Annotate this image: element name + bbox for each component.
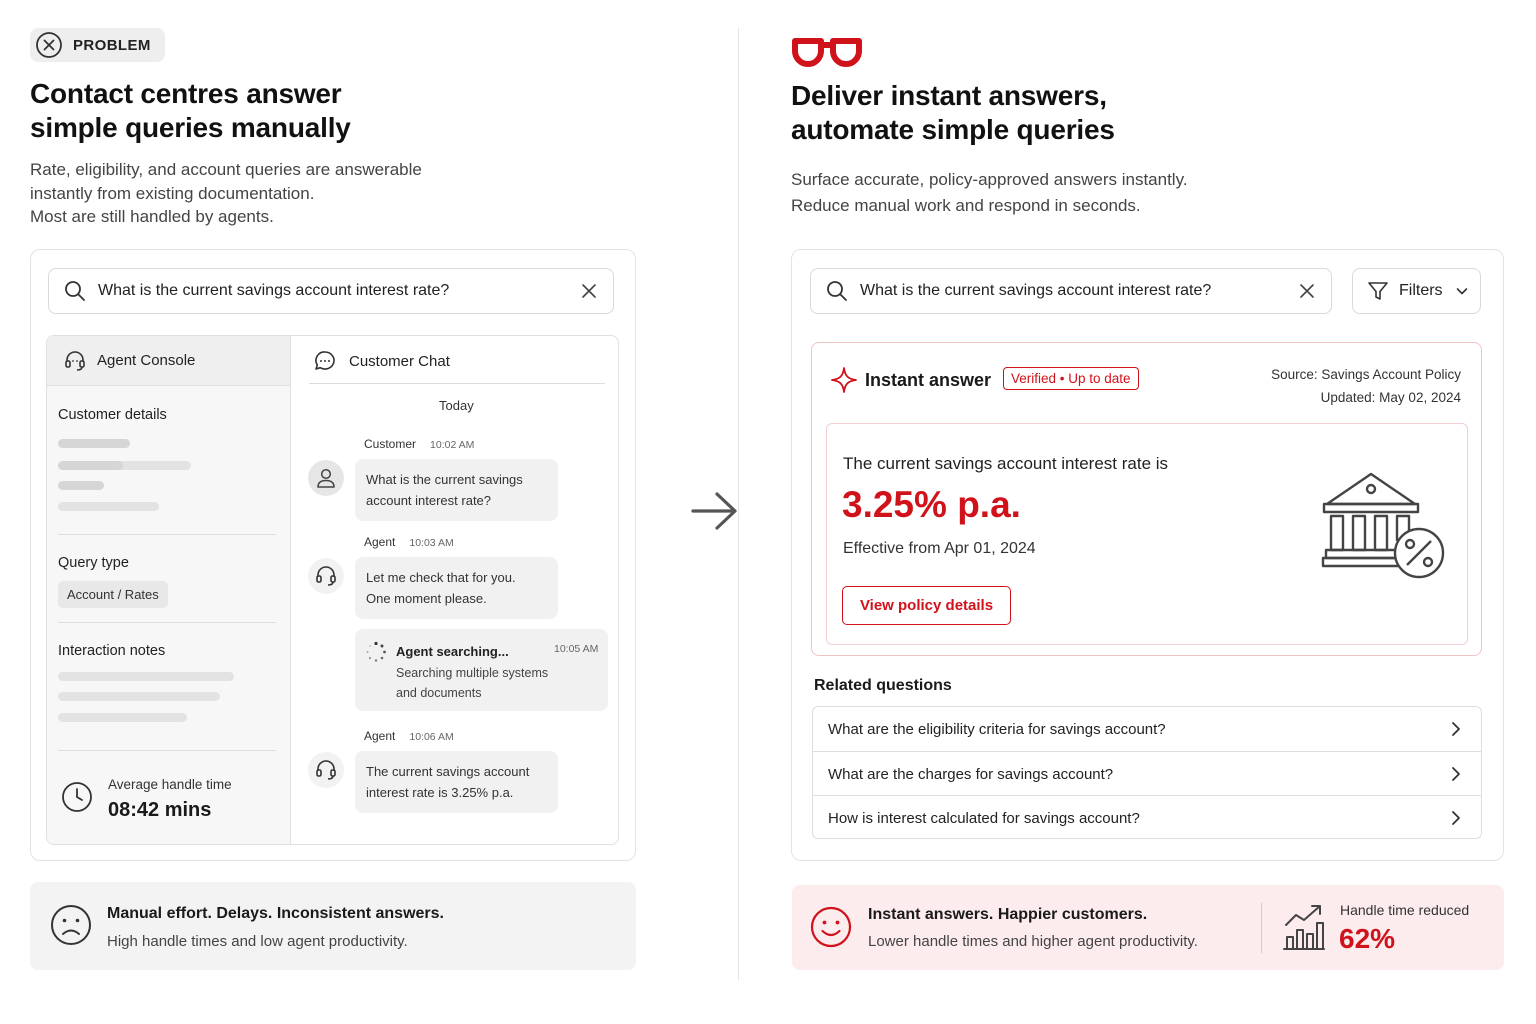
right-title-line2: automate simple queries — [791, 114, 1115, 145]
message-line: The current savings account — [366, 764, 530, 779]
close-circle-icon — [35, 31, 63, 59]
instant-answer-panel — [811, 342, 1482, 656]
headset-icon — [314, 564, 338, 588]
related-question-text: How is interest calculated for savings account? — [828, 809, 1140, 827]
chat-bubble-icon — [313, 349, 337, 373]
left-title-line2: simple queries manually — [30, 112, 351, 143]
message-time: 10:05 AM — [554, 643, 599, 655]
related-question-text: What are the charges for savings account? — [828, 765, 1114, 783]
brand-logo-icon — [790, 31, 864, 67]
sad-face-icon — [50, 904, 92, 946]
problem-summary-subtitle: High handle times and low agent productivity. — [107, 933, 408, 950]
message-bubble — [355, 751, 558, 813]
chevron-down-icon — [1455, 284, 1469, 298]
chat-header-divider — [309, 383, 605, 384]
clear-icon[interactable] — [581, 283, 597, 299]
sparkle-icon — [830, 366, 858, 394]
updated-line: Updated: May 02, 2024 — [1320, 390, 1461, 405]
left-search-bar[interactable] — [48, 268, 614, 314]
aht-value: 08:42 mins — [108, 799, 212, 821]
message-sender: Agent — [364, 729, 396, 743]
clock-icon — [61, 781, 93, 813]
happy-face-icon — [810, 906, 852, 948]
customer-avatar — [308, 460, 344, 496]
message-time: 10:03 AM — [409, 537, 454, 549]
left-subtitle-line2: instantly from existing documentation. — [30, 183, 315, 203]
section-divider — [58, 622, 276, 623]
agent-console-panel — [47, 336, 291, 844]
related-questions-title: Related questions — [814, 677, 952, 694]
headset-icon — [63, 349, 87, 373]
agent-searching-bubble — [355, 629, 608, 711]
message-sender: Agent — [364, 535, 396, 549]
message-bubble — [355, 459, 558, 521]
answer-body — [826, 423, 1468, 645]
left-title — [30, 77, 351, 145]
chevron-right-icon — [1449, 810, 1463, 826]
left-title-line1: Contact centres answer — [30, 78, 342, 109]
searching-detail — [396, 663, 548, 703]
chart-growth-icon — [1282, 903, 1326, 951]
agent-avatar — [308, 558, 344, 594]
placeholder-bar — [58, 439, 130, 448]
customer-chat-header — [313, 349, 450, 373]
agent-console-title: Agent Console — [97, 352, 196, 369]
message-line: and documents — [396, 686, 482, 700]
message-line: Let me check that for you. — [366, 570, 516, 585]
message-meta — [364, 729, 454, 743]
right-subtitle — [791, 167, 1188, 219]
banner-divider — [1261, 903, 1262, 953]
instant-answer-label: Instant answer — [865, 370, 992, 390]
searching-title: Agent searching... — [396, 644, 509, 659]
message-line: Searching multiple systems — [396, 666, 549, 680]
customer-details-label: Customer details — [58, 407, 167, 423]
message-line: What is the current savings — [366, 472, 523, 487]
headset-icon — [314, 758, 338, 782]
aht-label: Average handle time — [108, 777, 232, 792]
chevron-right-icon — [1449, 766, 1463, 782]
solution-summary-title: Instant answers. Happier customers. — [868, 906, 1148, 923]
left-search-query[interactable]: What is the current savings account interest rate? — [98, 282, 450, 299]
search-icon — [826, 280, 848, 302]
message-time: 10:02 AM — [430, 439, 475, 451]
message-line: account interest rate? — [366, 493, 492, 508]
placeholder-bar — [58, 502, 159, 511]
verified-badge: Verified • Up to date — [1003, 367, 1139, 390]
solution-summary-banner — [792, 885, 1504, 970]
section-divider — [58, 750, 276, 751]
problem-summary-title: Manual effort. Delays. Inconsistent answers. — [107, 905, 444, 922]
clear-icon[interactable] — [1299, 283, 1315, 299]
customer-chat-title: Customer Chat — [349, 352, 450, 370]
message-line: interest rate is 3.25% p.a. — [366, 785, 514, 800]
left-subtitle-line3: Most are still handled by agents. — [30, 207, 274, 226]
related-question-item[interactable] — [813, 752, 1481, 796]
placeholder-bar — [58, 713, 187, 722]
chat-day-label: Today — [439, 398, 474, 413]
search-icon — [64, 280, 86, 302]
problem-badge — [30, 28, 165, 62]
agent-avatar — [308, 752, 344, 788]
chevron-right-icon — [1449, 721, 1463, 737]
agent-console-header — [47, 336, 290, 386]
bank-percent-icon — [1307, 464, 1457, 584]
placeholder-bar — [58, 481, 104, 490]
placeholder-bar — [58, 461, 123, 470]
related-questions-list — [812, 706, 1482, 839]
metric-value: 62% — [1339, 923, 1396, 954]
answer-rate: 3.25% p.a. — [842, 484, 1021, 525]
problem-summary-banner — [30, 882, 636, 970]
related-question-text: What are the eligibility criteria for savings account? — [828, 720, 1166, 738]
right-title — [791, 79, 1115, 147]
filter-icon — [1367, 280, 1389, 302]
right-search-query[interactable]: What is the current savings account interest rate? — [860, 282, 1212, 299]
solution-summary-subtitle: Lower handle times and higher agent productivity. — [868, 933, 1198, 950]
interaction-notes-label: Interaction notes — [58, 643, 166, 659]
section-divider — [58, 534, 276, 535]
message-sender: Customer — [364, 437, 417, 451]
right-search-bar[interactable] — [810, 268, 1332, 314]
message-bubble — [355, 557, 558, 619]
message-line: One moment please. — [366, 591, 487, 606]
placeholder-bar — [58, 692, 220, 701]
metric-label: Handle time reduced — [1340, 902, 1470, 918]
user-icon — [315, 467, 337, 489]
answer-effective-date: Effective from Apr 01, 2024 — [843, 540, 1036, 557]
right-subtitle-line2: Reduce manual work and respond in seconds. — [791, 196, 1141, 215]
problem-label: PROBLEM — [73, 36, 151, 54]
query-type-label: Query type — [58, 555, 129, 571]
right-title-line1: Deliver instant answers, — [791, 80, 1107, 111]
source-line: Source: Savings Account Policy — [1271, 367, 1461, 382]
right-subtitle-line1: Surface accurate, policy-approved answers instantly. — [791, 170, 1188, 189]
related-question-item[interactable] — [813, 707, 1481, 751]
message-meta — [364, 535, 454, 549]
filters-button[interactable] — [1352, 268, 1481, 314]
placeholder-bar — [58, 672, 234, 681]
filters-label: Filters — [1399, 282, 1443, 299]
view-policy-button[interactable]: View policy details — [842, 586, 1011, 625]
answer-source — [1271, 363, 1461, 409]
agent-console-window — [46, 335, 619, 845]
answer-lead: The current savings account interest rate is — [843, 454, 1169, 473]
related-question-item[interactable] — [813, 796, 1481, 839]
left-subtitle — [30, 158, 422, 229]
query-type-chip: Account / Rates — [58, 581, 168, 608]
message-time: 10:06 AM — [409, 731, 454, 743]
arrow-right-icon — [690, 489, 740, 533]
left-subtitle-line1: Rate, eligibility, and account queries are answerable — [30, 160, 422, 179]
message-meta — [364, 437, 474, 451]
loading-spinner-icon — [365, 641, 387, 663]
